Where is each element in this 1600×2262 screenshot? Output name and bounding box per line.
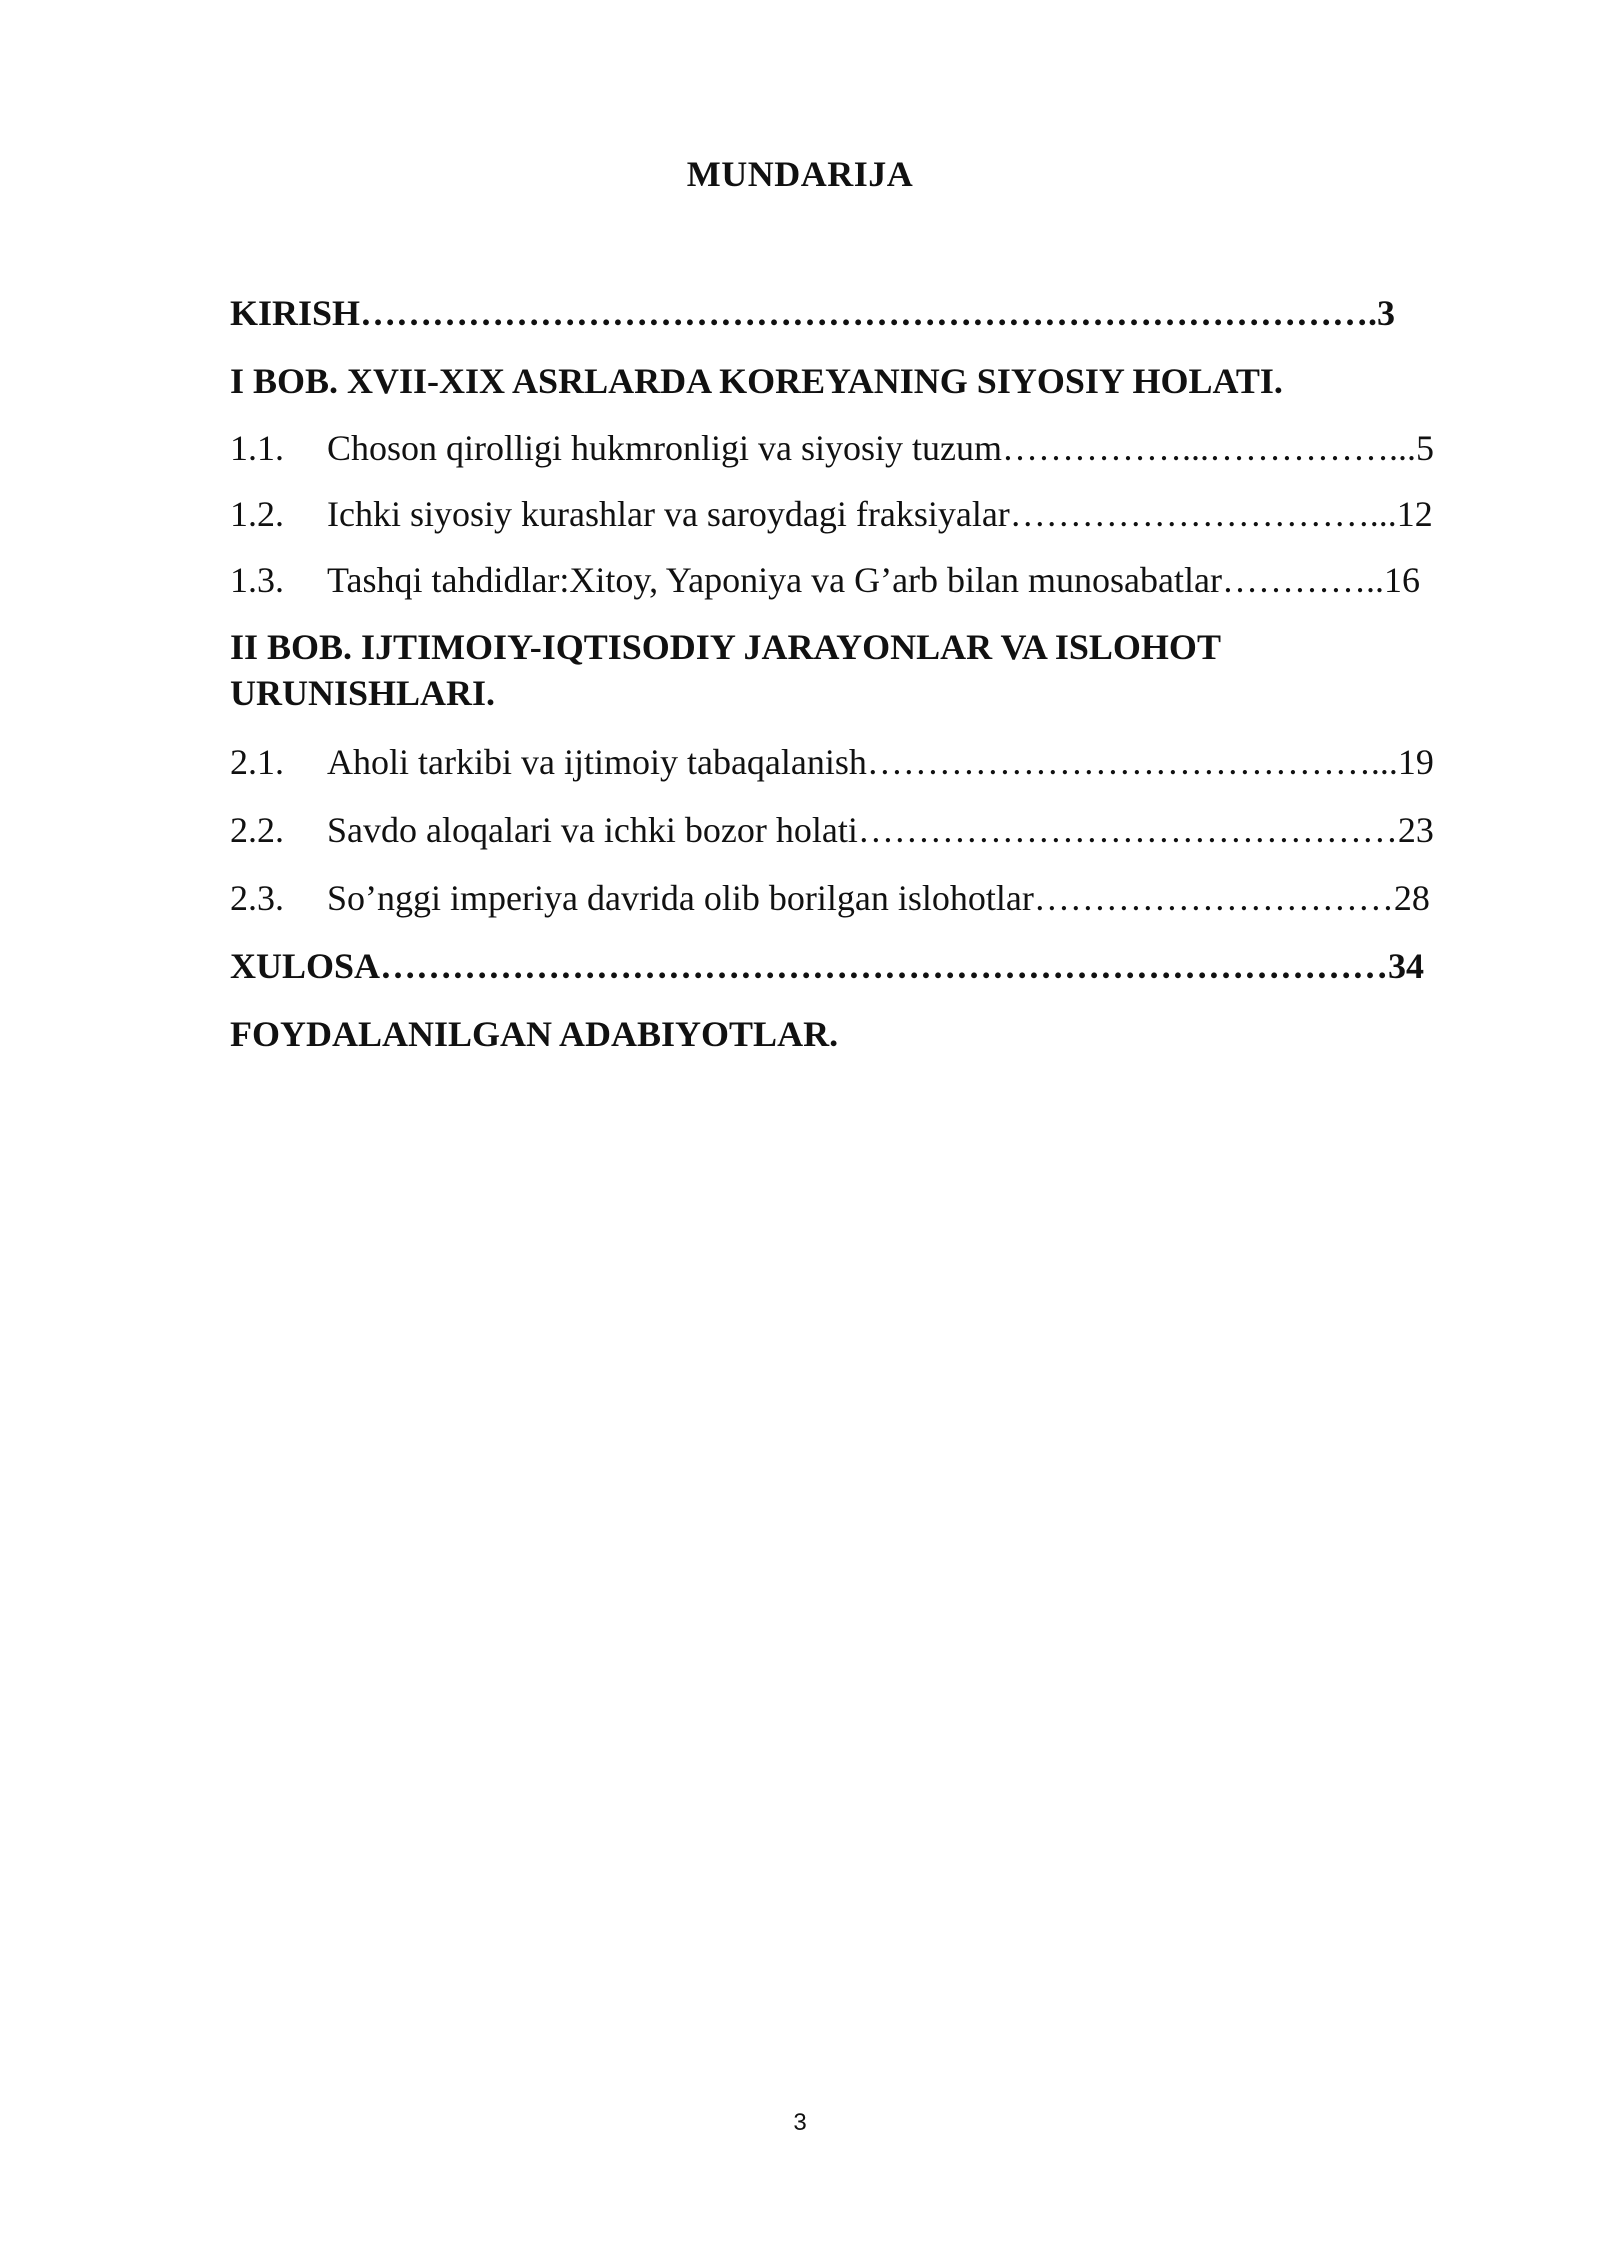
page-number: 3	[793, 2109, 807, 2136]
toc-entry-1-3	[230, 558, 1490, 602]
toc-chapter-1-heading: I BOB. XVII-XIX ASRLARDA KOREYANING SIYOSIY HOLATI.	[230, 361, 1283, 401]
toc-entry-2-1	[230, 740, 1490, 784]
toc-entry-1-1	[230, 426, 1490, 470]
toc-entry-2-3-number: 2.3.	[230, 878, 284, 918]
toc-entry-2-3	[230, 876, 1490, 920]
toc-entry-1-3-text: Tashqi tahdidlar:Xitoy, Yaponiya va G’arb bilan munosabatlar…………..16	[327, 560, 1420, 600]
toc-entry-1-1-number: 1.1.	[230, 428, 284, 468]
toc-entry-kirish: KIRISH………………………………………………………………………….3	[230, 293, 1396, 333]
toc-entry-1-3-number: 1.3.	[230, 560, 284, 600]
toc-entry-2-2	[230, 808, 1490, 852]
toc-entry-1-1-text: Choson qirolligi hukmronligi va siyosiy tuzum……………...……………...5	[327, 428, 1434, 468]
toc-entry-1-2-number: 1.2.	[230, 494, 284, 534]
toc-entry-adabiyotlar: FOYDALANILGAN ADABIYOTLAR.	[230, 1014, 839, 1054]
toc-entry-2-1-text: Aholi tarkibi va ijtimoiy tabaqalanish……………………………………...19	[327, 742, 1434, 782]
toc-entry-1-2	[230, 492, 1490, 536]
toc-entry-xulosa: XULOSA…………………………………………………………………………34	[230, 946, 1425, 986]
toc-entry-2-2-text: Savdo aloqalari va ichki bozor holati………………………………………23	[327, 810, 1434, 850]
page-title: MUNDARIJA	[686, 154, 914, 194]
toc-entry-2-3-text: So’nggi imperiya davrida olib borilgan islohotlar…………………………28	[327, 878, 1430, 918]
toc-entry-2-1-number: 2.1.	[230, 742, 284, 782]
toc-entry-1-2-text: Ichki siyosiy kurashlar va saroydagi fraksiyalar…………………………...12	[327, 494, 1433, 534]
toc-entry-2-2-number: 2.2.	[230, 810, 284, 850]
toc-chapter-2-heading: II BOB. IJTIMOIY-IQTISODIY JARAYONLAR VA ISLOHOT URUNISHLARI.	[230, 627, 1221, 713]
